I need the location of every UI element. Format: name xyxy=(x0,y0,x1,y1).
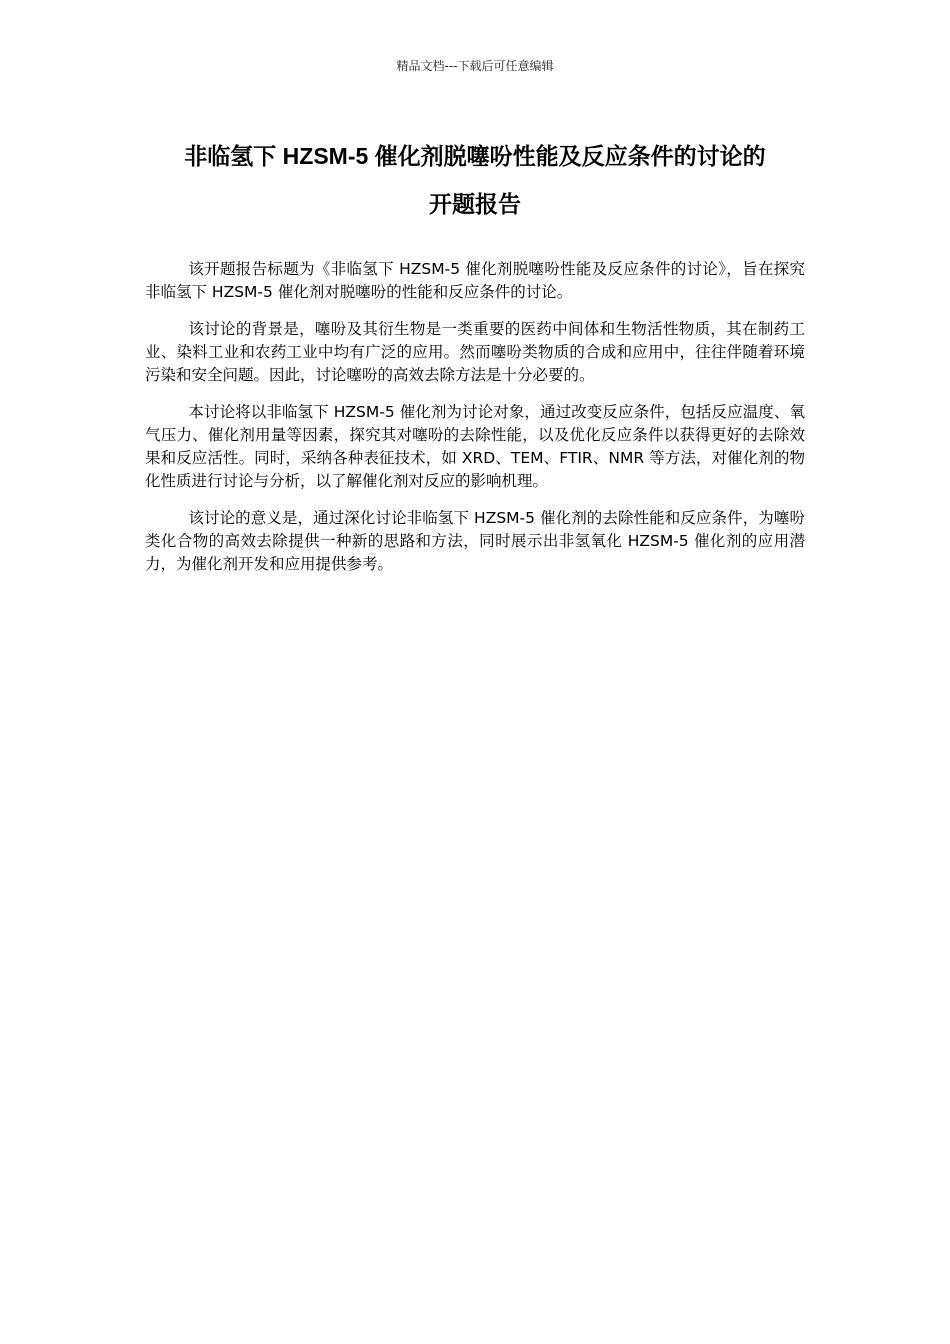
document-body xyxy=(145,258,805,590)
paragraph-method: 本讨论将以非临氢下 HZSM-5 催化剂为讨论对象，通过改变反应条件，包括反应温度、氧气压力、催化剂用量等因素，探究其对噻吩的去除性能，以及优化反应条件以获得更好的去除效果和反应活性。同时，采纳各种表征技术，如 XRD、TEM、FTIR、NMR 等方法，对催化剂的物化性质进行讨论与分析，以了解催化剂对反应的影响机理。 xyxy=(145,403,805,490)
paragraph-background: 该讨论的背景是，噻吩及其衍生物是一类重要的医药中间体和生物活性物质，其在制药工业、染料工业和农药工业中均有广泛的应用。然而噻吩类物质的合成和应用中，往往伴随着环境污染和安全问题。因此，讨论噻吩的高效去除方法是十分必要的。 xyxy=(145,320,805,384)
document-title xyxy=(140,132,810,228)
paragraph-title-intro: 该开题报告标题为《非临氢下 HZSM-5 催化剂脱噻吩性能及反应条件的讨论》，旨在探究非临氢下 HZSM-5 催化剂对脱噻吩的性能和反应条件的讨论。 xyxy=(145,260,805,301)
header-note: 精品文档---下载后可任意编辑 xyxy=(396,59,554,73)
title-line-1: 非临氢下 HZSM-5 催化剂脱噻吩性能及反应条件的讨论的 xyxy=(184,143,766,169)
title-line-2: 开题报告 xyxy=(429,191,521,217)
paragraph-significance: 该讨论的意义是，通过深化讨论非临氢下 HZSM-5 催化剂的去除性能和反应条件，为噻吩类化合物的高效去除提供一种新的思路和方法，同时展示出非氢氧化 HZSM-5 催化剂的应用潜力，为催化剂开发和应用提供参考。 xyxy=(145,509,805,573)
